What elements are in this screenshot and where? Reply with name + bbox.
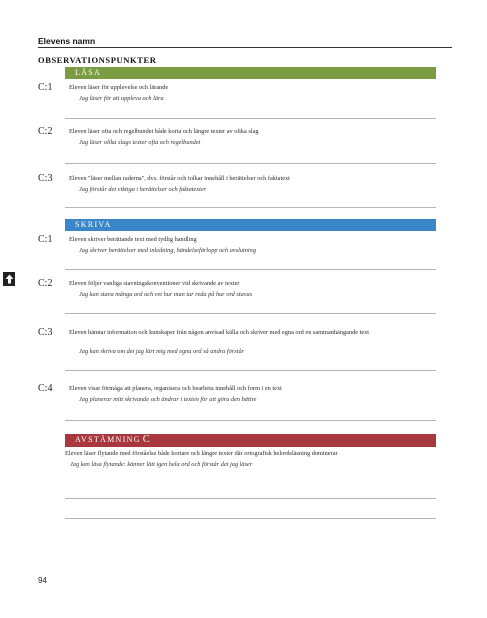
- item-code: C:2: [38, 126, 53, 137]
- item-statement: Eleven visar förmåga att planera, organisera och bearbeta innehåll och form i en text: [69, 385, 282, 392]
- item-code: C:3: [38, 173, 53, 184]
- answer-line: [65, 498, 436, 499]
- item-jag-statement: Jag skriver berättelser med inledning, händelseförlopp och avslutning: [79, 247, 256, 254]
- section-label-avstamning: AVSTÄMNING: [75, 435, 141, 444]
- section-bar-skriva: [65, 219, 436, 231]
- item-statement: Eleven följer vanliga stavningskonventioner vid skrivande av texter: [69, 280, 240, 287]
- student-name-label: Elevens namn: [38, 36, 96, 46]
- section-bar-avstamning: [65, 434, 436, 447]
- student-name-line: [38, 47, 452, 48]
- item-statement: Eleven skriver berättande text med tydlig handling: [69, 236, 197, 243]
- item-jag-statement: Jag läser för att uppleva och lära: [79, 95, 164, 102]
- section-bar-lasa: [65, 67, 436, 79]
- item-statement: Eleven "läser mellan raderna", dvs. förstår och tolkar innehåll i berättelser och faktatext: [69, 175, 290, 182]
- section-label-skriva: SKRIVA: [75, 220, 112, 229]
- section-level-letter: C: [142, 434, 152, 445]
- answer-line: [65, 207, 436, 208]
- item-code: C:3: [38, 327, 53, 338]
- item-jag-statement: Jag läser olika slags texter ofta och regelbundet: [79, 139, 201, 146]
- observation-heading: OBSERVATIONSPUNKTER: [38, 55, 157, 65]
- answer-line: [65, 163, 436, 164]
- page-number: 94: [38, 576, 47, 585]
- item-code: C:4: [38, 383, 53, 394]
- answer-line: [65, 313, 436, 314]
- answer-line: [65, 269, 436, 270]
- item-code: C:2: [38, 278, 53, 289]
- answer-line: [65, 118, 436, 119]
- item-jag-statement: Jag förstår det viktiga i berättelser och faktatexter: [79, 186, 207, 193]
- avstamning-statement: Eleven läser flytande med förståelse både kortare och längre texter där ortografisk helordsläsning dominerar: [65, 450, 338, 457]
- item-code: C:1: [38, 82, 53, 93]
- item-jag-statement: Jag kan skriva om det jag lärt mig med egna ord så andra förstår: [79, 348, 245, 355]
- item-jag-statement: Jag kan stava många ord och vet hur man tar reda på hur ord stavas: [79, 291, 253, 298]
- item-statement: Eleven läser ofta och regelbundet både korta och längre texter av olika slag: [69, 128, 259, 135]
- item-code: C:1: [38, 234, 53, 245]
- item-statement: Eleven hämtar information och kunskaper från någon anvisad källa och skriver med egna ord en sammanhängande text: [69, 329, 370, 336]
- answer-line: [65, 518, 436, 519]
- section-label-lasa: LÄSA: [75, 68, 102, 77]
- item-jag-statement: Jag planerar mitt skrivande och ändrar i texten för att göra den bättre: [79, 396, 257, 403]
- answer-line: [65, 370, 436, 371]
- arrow-up-icon[interactable]: [3, 272, 15, 286]
- item-statement: Eleven läser för upplevelse och lärande: [69, 84, 169, 91]
- arrow-up-glyph: [5, 274, 14, 284]
- answer-line: [65, 420, 436, 421]
- avstamning-jag-statement: Jag kan läsa flytande: känner lätt igen hela ord och förstår det jag läser: [70, 461, 253, 468]
